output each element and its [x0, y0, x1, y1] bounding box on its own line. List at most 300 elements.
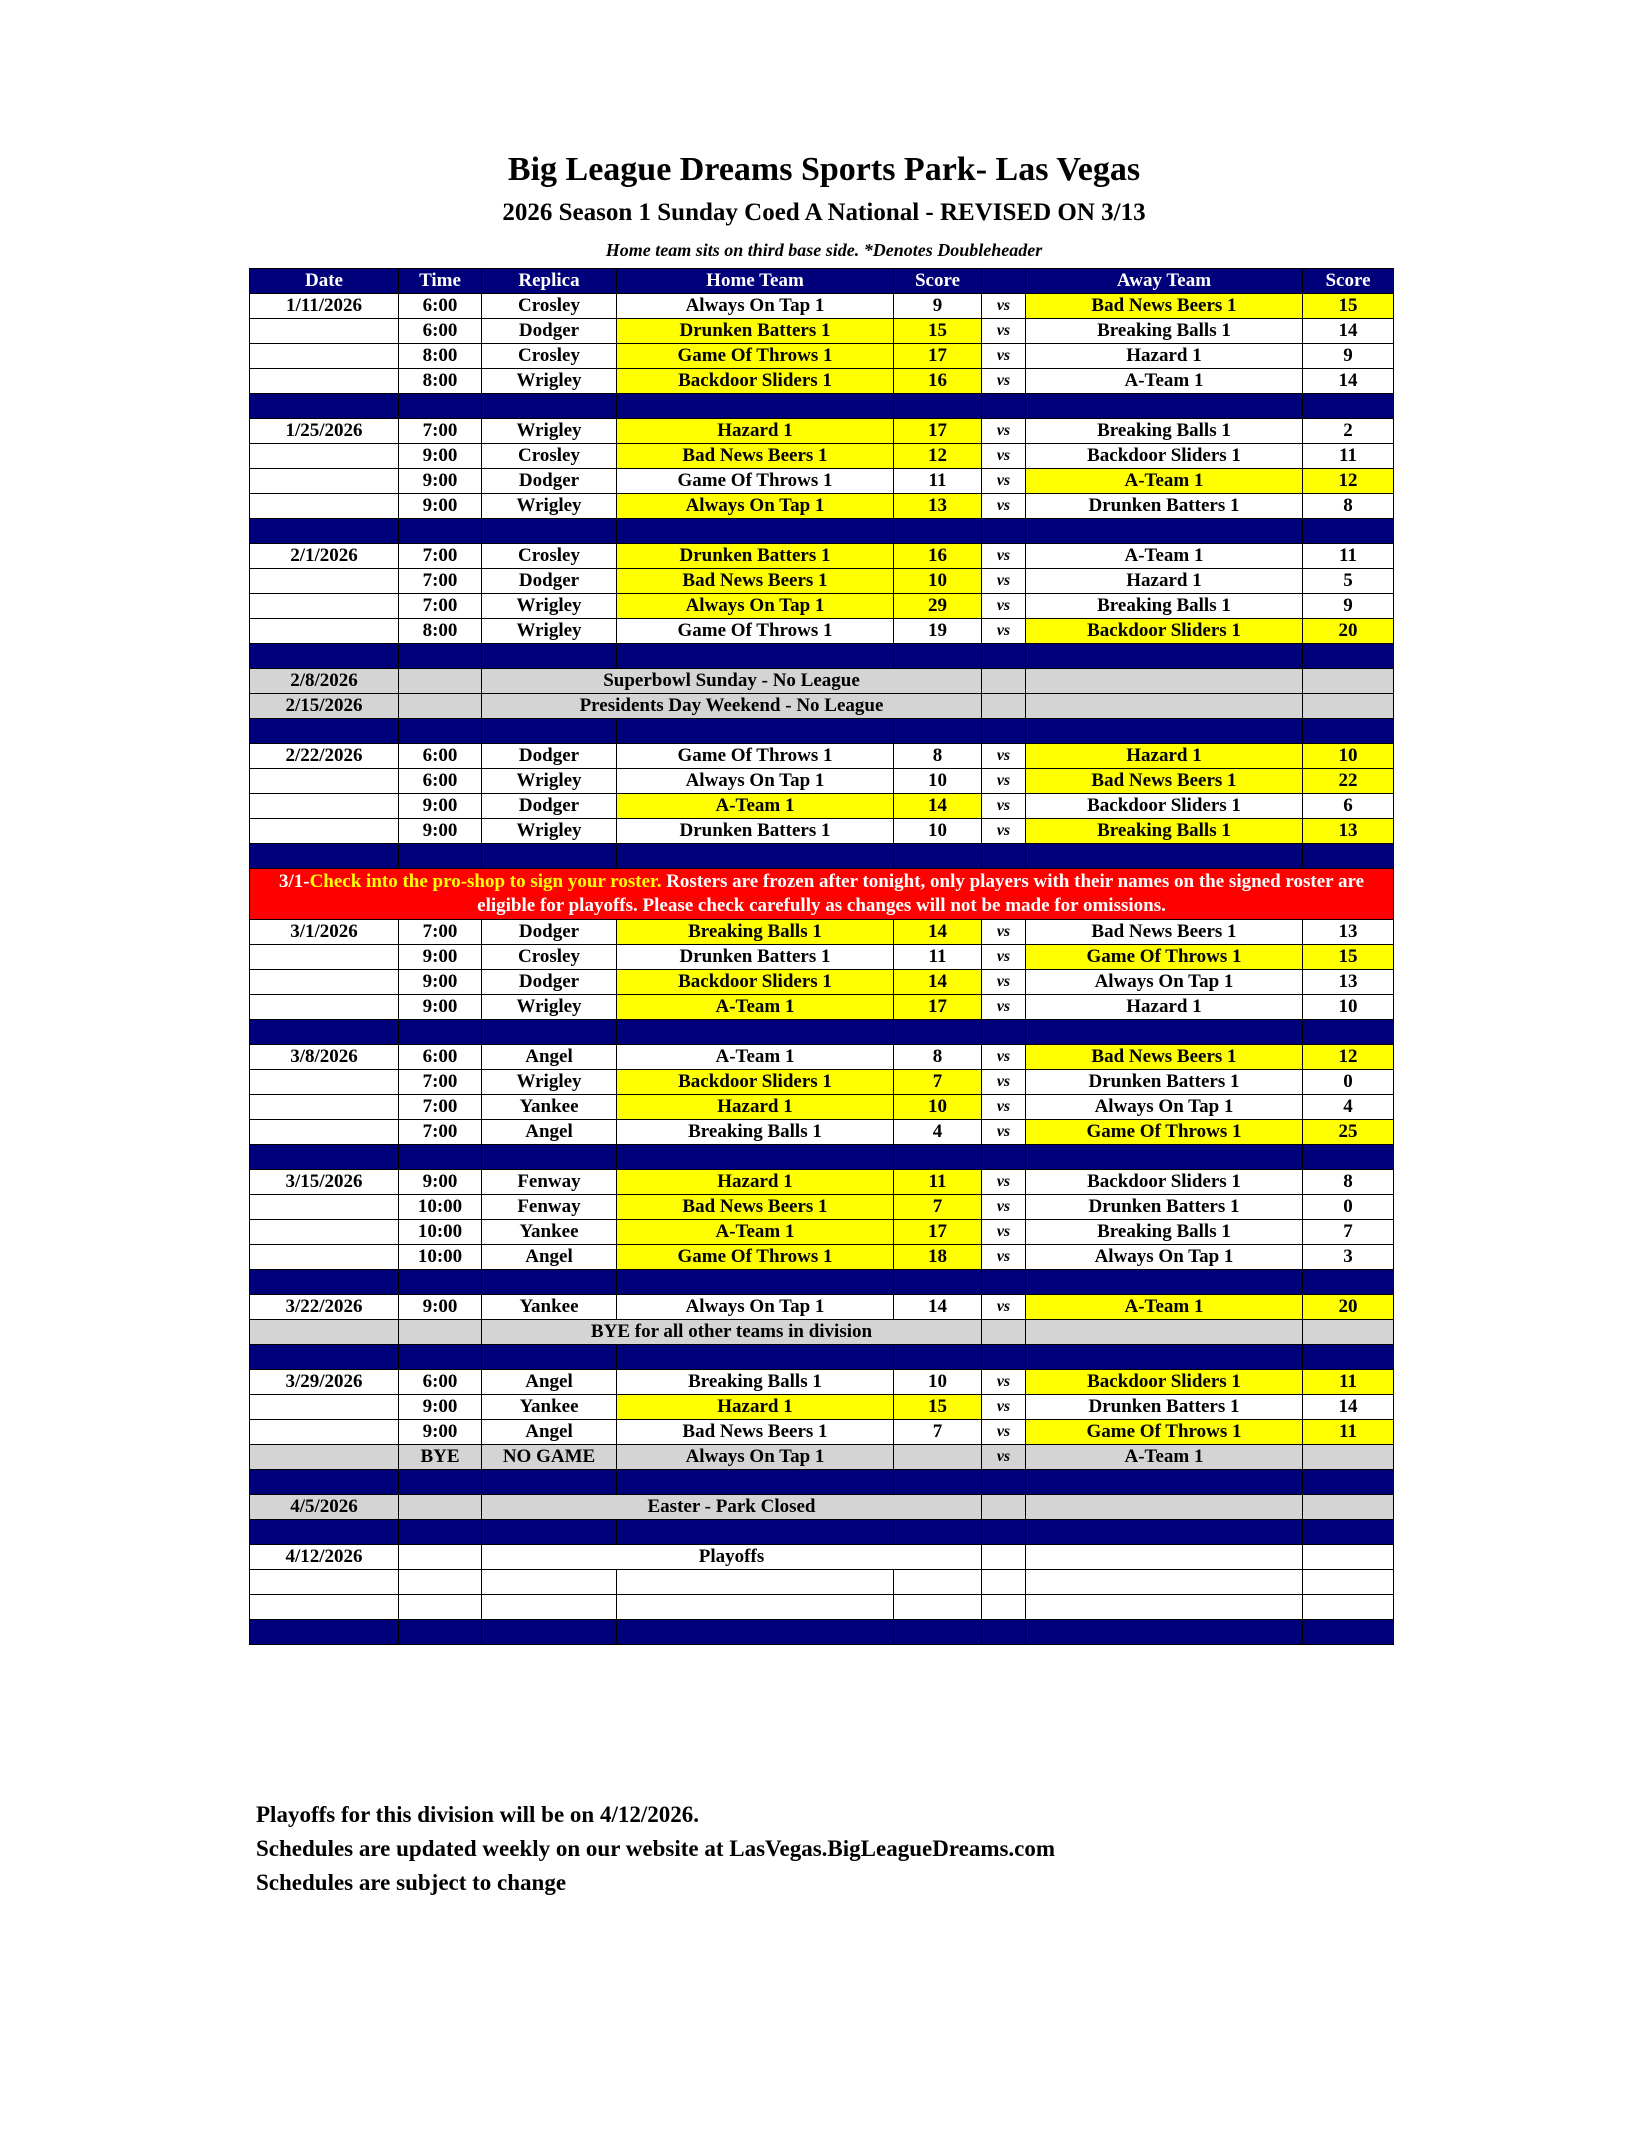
away-score: 14 [1303, 319, 1394, 344]
separator-cell [399, 1145, 482, 1170]
separator-cell [399, 1620, 482, 1645]
separator-cell [982, 1345, 1026, 1370]
separator-row [250, 1345, 1394, 1370]
game-replica: Yankee [482, 1395, 617, 1420]
separator-cell [982, 519, 1026, 544]
separator-cell [1303, 719, 1394, 744]
row-message: Superbowl Sunday - No League [482, 669, 982, 694]
empty-cell [982, 1595, 1026, 1620]
row-date [250, 1320, 399, 1345]
separator-cell [482, 519, 617, 544]
game-date [250, 1220, 399, 1245]
game-date: 3/15/2026 [250, 1170, 399, 1195]
game-date [250, 1095, 399, 1120]
no-game-row [250, 1495, 1394, 1520]
row-date: 4/12/2026 [250, 1545, 399, 1570]
vs-label: vs [982, 1070, 1026, 1095]
game-date [250, 1245, 399, 1270]
home-score: 7 [894, 1420, 982, 1445]
separator-cell [250, 394, 399, 419]
empty-cell [982, 669, 1026, 694]
away-team: Bad News Beers 1 [1026, 769, 1303, 794]
home-score: 7 [894, 1195, 982, 1220]
empty-cell [982, 1570, 1026, 1595]
home-score: 19 [894, 619, 982, 644]
game-replica: Fenway [482, 1170, 617, 1195]
game-time: 7:00 [399, 1070, 482, 1095]
game-replica: Angel [482, 1420, 617, 1445]
game-replica: Wrigley [482, 494, 617, 519]
separator-row [250, 719, 1394, 744]
game-row [250, 594, 1394, 619]
separator-cell [617, 1345, 894, 1370]
away-team: A-Team 1 [1026, 1295, 1303, 1320]
away-team: Game Of Throws 1 [1026, 1120, 1303, 1145]
game-date [250, 794, 399, 819]
vs-label: vs [982, 970, 1026, 995]
separator-cell [982, 719, 1026, 744]
away-score: 11 [1303, 544, 1394, 569]
home-team: Bad News Beers 1 [617, 1420, 894, 1445]
home-score: 17 [894, 419, 982, 444]
row-message: BYE for all other teams in division [482, 1320, 982, 1345]
away-score: 10 [1303, 744, 1394, 769]
home-score: 4 [894, 1120, 982, 1145]
away-team: Always On Tap 1 [1026, 1095, 1303, 1120]
game-row [250, 1220, 1394, 1245]
separator-cell [482, 1620, 617, 1645]
vs-label: vs [982, 1245, 1026, 1270]
home-team: Always On Tap 1 [617, 1295, 894, 1320]
away-team: Hazard 1 [1026, 995, 1303, 1020]
separator-cell [250, 1520, 399, 1545]
separator-cell [894, 644, 982, 669]
away-score: 20 [1303, 1295, 1394, 1320]
away-score: 4 [1303, 1095, 1394, 1120]
game-replica: Wrigley [482, 1070, 617, 1095]
row-message: Presidents Day Weekend - No League [482, 694, 982, 719]
game-row [250, 294, 1394, 319]
game-time: 6:00 [399, 744, 482, 769]
separator-cell [982, 1270, 1026, 1295]
away-score: 6 [1303, 794, 1394, 819]
empty-cell [1026, 1595, 1303, 1620]
away-team: Drunken Batters 1 [1026, 1195, 1303, 1220]
home-score: 11 [894, 945, 982, 970]
blank-row [250, 1595, 1394, 1620]
separator-cell [982, 644, 1026, 669]
home-score: 10 [894, 819, 982, 844]
away-team: Always On Tap 1 [1026, 970, 1303, 995]
game-time: 9:00 [399, 945, 482, 970]
empty-cell [1026, 1545, 1303, 1570]
vs-label: vs [982, 419, 1026, 444]
game-replica: Yankee [482, 1295, 617, 1320]
separator-cell [1026, 519, 1303, 544]
home-team: Backdoor Sliders 1 [617, 970, 894, 995]
away-score: 13 [1303, 920, 1394, 945]
game-row [250, 1370, 1394, 1395]
vs-label: vs [982, 369, 1026, 394]
home-team: Bad News Beers 1 [617, 444, 894, 469]
game-time: 9:00 [399, 794, 482, 819]
separator-cell [894, 519, 982, 544]
schedule-table [249, 268, 1394, 1645]
game-date [250, 995, 399, 1020]
away-score: 7 [1303, 1220, 1394, 1245]
game-replica: Wrigley [482, 769, 617, 794]
separator-cell [1303, 1470, 1394, 1495]
header-date: Date [250, 269, 399, 294]
game-date [250, 1195, 399, 1220]
home-team: Always On Tap 1 [617, 294, 894, 319]
game-replica: Dodger [482, 469, 617, 494]
separator-cell [1026, 1470, 1303, 1495]
game-row [250, 945, 1394, 970]
away-team: Backdoor Sliders 1 [1026, 444, 1303, 469]
game-replica: Dodger [482, 920, 617, 945]
separator-cell [482, 1270, 617, 1295]
home-team: Drunken Batters 1 [617, 544, 894, 569]
home-team: Always On Tap 1 [617, 1445, 894, 1470]
game-replica: Angel [482, 1120, 617, 1145]
game-row [250, 1095, 1394, 1120]
home-score: 16 [894, 544, 982, 569]
home-score: 8 [894, 1045, 982, 1070]
header-vs [982, 269, 1026, 294]
away-score: 12 [1303, 1045, 1394, 1070]
separator-cell [617, 719, 894, 744]
game-time: 9:00 [399, 1295, 482, 1320]
vs-label: vs [982, 544, 1026, 569]
game-replica: Yankee [482, 1220, 617, 1245]
away-team: Bad News Beers 1 [1026, 1045, 1303, 1070]
separator-cell [250, 719, 399, 744]
separator-cell [1026, 1345, 1303, 1370]
game-date [250, 1070, 399, 1095]
home-team: Hazard 1 [617, 419, 894, 444]
separator-row [250, 1020, 1394, 1045]
separator-cell [617, 644, 894, 669]
away-team: Always On Tap 1 [1026, 1245, 1303, 1270]
home-score: 7 [894, 1070, 982, 1095]
separator-cell [1026, 1145, 1303, 1170]
empty-cell [1303, 1570, 1394, 1595]
empty-cell [1026, 1495, 1303, 1520]
page-subtitle: 2026 Season 1 Sunday Coed A National - REVISED ON 3/13 [502, 199, 1146, 226]
row-date: 4/5/2026 [250, 1495, 399, 1520]
home-score: 15 [894, 1395, 982, 1420]
game-time: 10:00 [399, 1220, 482, 1245]
away-score: 11 [1303, 444, 1394, 469]
separator-cell [399, 644, 482, 669]
home-team: Bad News Beers 1 [617, 569, 894, 594]
vs-label: vs [982, 1195, 1026, 1220]
game-replica: Crosley [482, 544, 617, 569]
blank-row [250, 1570, 1394, 1595]
separator-cell [894, 844, 982, 869]
separator-cell [482, 844, 617, 869]
empty-cell [1303, 1595, 1394, 1620]
separator-row [250, 1270, 1394, 1295]
game-time: 9:00 [399, 970, 482, 995]
game-row [250, 995, 1394, 1020]
vs-label: vs [982, 1120, 1026, 1145]
separator-cell [982, 1620, 1026, 1645]
game-date [250, 1395, 399, 1420]
separator-cell [250, 1020, 399, 1045]
separator-cell [617, 1470, 894, 1495]
home-team: Hazard 1 [617, 1095, 894, 1120]
separator-cell [982, 1145, 1026, 1170]
separator-cell [1303, 644, 1394, 669]
away-team: Breaking Balls 1 [1026, 819, 1303, 844]
separator-row [250, 844, 1394, 869]
away-score: 13 [1303, 819, 1394, 844]
game-replica: Wrigley [482, 995, 617, 1020]
vs-label: vs [982, 769, 1026, 794]
empty-cell [617, 1570, 894, 1595]
game-date [250, 594, 399, 619]
home-team: A-Team 1 [617, 1045, 894, 1070]
row-message: Playoffs [482, 1545, 982, 1570]
game-row [250, 744, 1394, 769]
separator-cell [617, 1620, 894, 1645]
header-away-team: Away Team [1026, 269, 1303, 294]
separator-cell [1303, 1345, 1394, 1370]
separator-cell [1303, 844, 1394, 869]
footer-line: Schedules are subject to change [256, 1870, 567, 1895]
roster-notice [250, 869, 1394, 920]
page-title: Big League Dreams Sports Park- Las Vegas [507, 151, 1141, 188]
game-time: 7:00 [399, 594, 482, 619]
away-score: 20 [1303, 619, 1394, 644]
separator-cell [894, 1270, 982, 1295]
empty-cell [1026, 694, 1303, 719]
game-time: 6:00 [399, 1045, 482, 1070]
game-replica: Dodger [482, 970, 617, 995]
empty-cell [399, 1495, 482, 1520]
game-replica: Crosley [482, 945, 617, 970]
home-team: Always On Tap 1 [617, 494, 894, 519]
game-replica: Crosley [482, 444, 617, 469]
empty-cell [1303, 694, 1394, 719]
away-team: Backdoor Sliders 1 [1026, 794, 1303, 819]
vs-label: vs [982, 494, 1026, 519]
home-score: 14 [894, 970, 982, 995]
vs-label: vs [982, 819, 1026, 844]
separator-row [250, 1620, 1394, 1645]
empty-cell [982, 1545, 1026, 1570]
away-score: 0 [1303, 1070, 1394, 1095]
game-time: 7:00 [399, 569, 482, 594]
vs-label: vs [982, 1445, 1026, 1470]
home-team: Hazard 1 [617, 1170, 894, 1195]
away-score [1303, 1445, 1394, 1470]
home-team: Breaking Balls 1 [617, 1120, 894, 1145]
vs-label: vs [982, 344, 1026, 369]
game-replica: Angel [482, 1245, 617, 1270]
separator-cell [399, 1520, 482, 1545]
game-time: 9:00 [399, 995, 482, 1020]
away-score: 11 [1303, 1370, 1394, 1395]
away-team: A-Team 1 [1026, 544, 1303, 569]
separator-cell [982, 844, 1026, 869]
home-team: Drunken Batters 1 [617, 819, 894, 844]
game-row [250, 1070, 1394, 1095]
game-date: 3/22/2026 [250, 1295, 399, 1320]
separator-cell [399, 1470, 482, 1495]
separator-cell [482, 644, 617, 669]
away-team: Hazard 1 [1026, 569, 1303, 594]
separator-cell [982, 1020, 1026, 1045]
game-date [250, 1445, 399, 1470]
game-time: 7:00 [399, 1120, 482, 1145]
empty-cell [1026, 1320, 1303, 1345]
game-date [250, 369, 399, 394]
home-team: A-Team 1 [617, 995, 894, 1020]
empty-cell [1303, 1320, 1394, 1345]
game-date [250, 970, 399, 995]
footer-line: Schedules are updated weekly on our website at LasVegas.BigLeagueDreams.com [256, 1836, 1056, 1861]
game-replica: Wrigley [482, 619, 617, 644]
game-row [250, 1045, 1394, 1070]
header-away-score: Score [1303, 269, 1394, 294]
empty-cell [250, 1595, 399, 1620]
vs-label: vs [982, 1095, 1026, 1120]
separator-cell [1303, 1520, 1394, 1545]
away-score: 11 [1303, 1420, 1394, 1445]
home-team: A-Team 1 [617, 794, 894, 819]
away-team: Drunken Batters 1 [1026, 1070, 1303, 1095]
header-home-score: Score [894, 269, 982, 294]
away-score: 3 [1303, 1245, 1394, 1270]
separator-cell [894, 1145, 982, 1170]
separator-cell [982, 394, 1026, 419]
footer-notes [256, 1798, 1055, 1900]
separator-cell [894, 1470, 982, 1495]
game-date [250, 819, 399, 844]
home-team: Always On Tap 1 [617, 594, 894, 619]
home-score: 11 [894, 469, 982, 494]
vs-label: vs [982, 569, 1026, 594]
vs-label: vs [982, 744, 1026, 769]
game-row [250, 769, 1394, 794]
home-score: 14 [894, 1295, 982, 1320]
home-team: Game Of Throws 1 [617, 344, 894, 369]
game-date: 2/1/2026 [250, 544, 399, 569]
home-score: 17 [894, 995, 982, 1020]
game-date: 3/29/2026 [250, 1370, 399, 1395]
vs-label: vs [982, 319, 1026, 344]
game-date [250, 769, 399, 794]
game-row [250, 1170, 1394, 1195]
away-team: Drunken Batters 1 [1026, 494, 1303, 519]
empty-cell [399, 669, 482, 694]
home-score: 9 [894, 294, 982, 319]
away-team: Backdoor Sliders 1 [1026, 619, 1303, 644]
home-score: 15 [894, 319, 982, 344]
vs-label: vs [982, 1395, 1026, 1420]
game-date [250, 494, 399, 519]
home-team: Game Of Throws 1 [617, 744, 894, 769]
empty-cell [399, 1595, 482, 1620]
game-row [250, 1295, 1394, 1320]
away-score: 8 [1303, 1170, 1394, 1195]
separator-cell [1303, 1145, 1394, 1170]
game-time: 7:00 [399, 419, 482, 444]
away-team: Drunken Batters 1 [1026, 1395, 1303, 1420]
separator-cell [250, 644, 399, 669]
home-score: 29 [894, 594, 982, 619]
row-date: 2/15/2026 [250, 694, 399, 719]
separator-cell [1303, 1270, 1394, 1295]
home-team: Backdoor Sliders 1 [617, 369, 894, 394]
home-score: 17 [894, 344, 982, 369]
game-row [250, 794, 1394, 819]
empty-cell [1303, 1495, 1394, 1520]
vs-label: vs [982, 794, 1026, 819]
empty-cell [399, 1570, 482, 1595]
home-team: Drunken Batters 1 [617, 945, 894, 970]
home-team: A-Team 1 [617, 1220, 894, 1245]
game-time: 6:00 [399, 294, 482, 319]
separator-cell [399, 519, 482, 544]
vs-label: vs [982, 1370, 1026, 1395]
empty-cell [894, 1570, 982, 1595]
game-replica: Crosley [482, 294, 617, 319]
vs-label: vs [982, 1420, 1026, 1445]
separator-cell [1026, 394, 1303, 419]
separator-row [250, 1145, 1394, 1170]
empty-cell [482, 1595, 617, 1620]
game-time: 8:00 [399, 344, 482, 369]
home-team: Always On Tap 1 [617, 769, 894, 794]
row-date: 2/8/2026 [250, 669, 399, 694]
away-team: A-Team 1 [1026, 1445, 1303, 1470]
separator-cell [1303, 394, 1394, 419]
game-date: 1/11/2026 [250, 294, 399, 319]
vs-label: vs [982, 469, 1026, 494]
separator-cell [482, 1520, 617, 1545]
playoffs-row [250, 1545, 1394, 1570]
home-team: Bad News Beers 1 [617, 1195, 894, 1220]
game-date: 3/8/2026 [250, 1045, 399, 1070]
away-score: 13 [1303, 970, 1394, 995]
empty-cell [1303, 1545, 1394, 1570]
game-replica: Angel [482, 1370, 617, 1395]
vs-label: vs [982, 1045, 1026, 1070]
game-time: 7:00 [399, 920, 482, 945]
game-time: 7:00 [399, 544, 482, 569]
game-date [250, 619, 399, 644]
game-date [250, 319, 399, 344]
empty-cell [482, 1570, 617, 1595]
game-row [250, 920, 1394, 945]
away-score: 22 [1303, 769, 1394, 794]
separator-cell [617, 1270, 894, 1295]
separator-cell [1026, 644, 1303, 669]
separator-cell [617, 519, 894, 544]
notice-text: Rosters are frozen after tonight, only players with their names on the signed roster are eligible for playoffs. Please check carefully as changes will not be made for omissions. [477, 871, 1365, 916]
separator-cell [482, 1020, 617, 1045]
empty-cell [982, 1495, 1026, 1520]
game-replica: Wrigley [482, 819, 617, 844]
home-team: Game Of Throws 1 [617, 1245, 894, 1270]
separator-row [250, 394, 1394, 419]
home-score: 10 [894, 569, 982, 594]
vs-label: vs [982, 920, 1026, 945]
